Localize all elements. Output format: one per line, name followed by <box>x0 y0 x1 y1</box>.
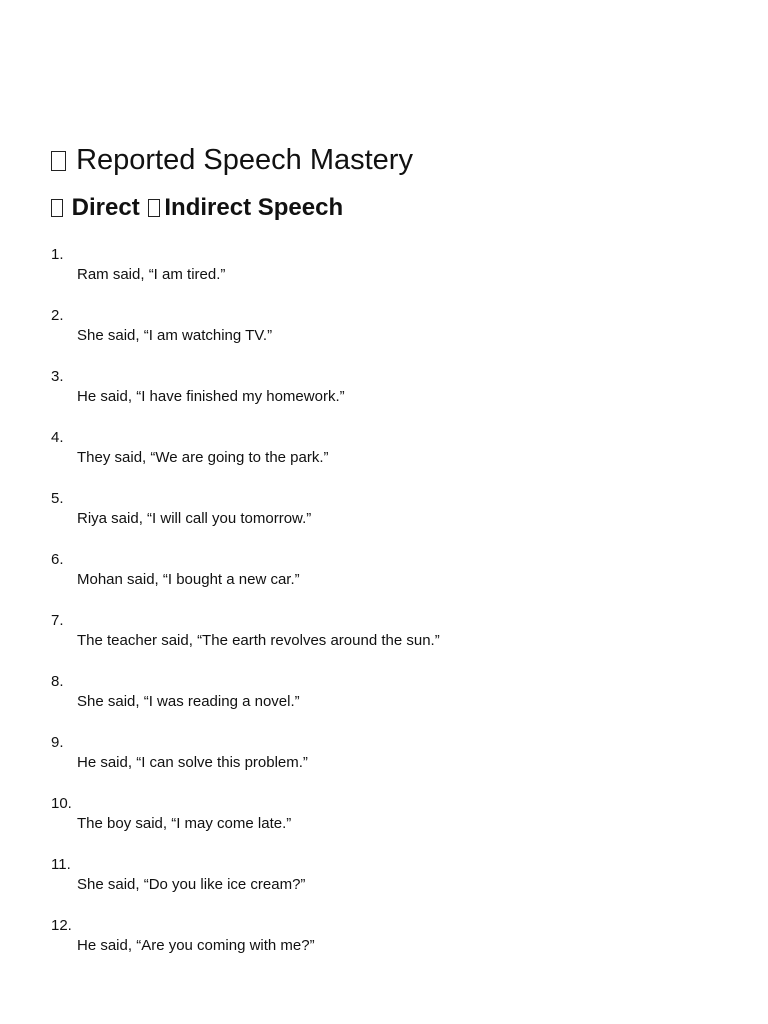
list-item-number: 10. <box>51 795 72 812</box>
list-item-text: She said, “Do you like ice cream?” <box>77 876 306 893</box>
list-item-number: 7. <box>51 612 64 629</box>
list-item-number: 4. <box>51 429 64 446</box>
list-item-number: 6. <box>51 551 64 568</box>
list-item-number: 11. <box>51 856 71 873</box>
list-item-number: 3. <box>51 368 64 385</box>
list-item-text: He said, “I have finished my homework.” <box>77 388 345 405</box>
page-title <box>51 140 731 180</box>
list-item <box>51 854 731 915</box>
list-item <box>51 549 731 610</box>
missing-glyph-icon <box>51 199 63 217</box>
list-item-text: The teacher said, “The earth revolves around the sun.” <box>77 632 440 649</box>
missing-glyph-icon <box>148 199 160 217</box>
list-item-text: He said, “I can solve this problem.” <box>77 754 308 771</box>
list-item-text: The boy said, “I may come late.” <box>77 815 292 832</box>
section-heading <box>51 190 731 226</box>
list-item-number: 5. <box>51 490 64 507</box>
list-item <box>51 244 731 305</box>
sentence-list <box>51 244 731 976</box>
direct-label: Direct <box>71 194 140 221</box>
list-item-number: 12. <box>51 917 72 934</box>
list-item-text: They said, “We are going to the park.” <box>77 449 329 466</box>
list-item <box>51 671 731 732</box>
list-item-number: 8. <box>51 673 64 690</box>
list-item-text: Ram said, “I am tired.” <box>77 266 226 283</box>
list-item <box>51 793 731 854</box>
list-item <box>51 366 731 427</box>
list-item-number: 1. <box>51 246 64 263</box>
list-item <box>51 610 731 671</box>
indirect-label: Indirect Speech <box>164 194 344 221</box>
list-item <box>51 915 731 976</box>
list-item <box>51 427 731 488</box>
list-item-text: She said, “I am watching TV.” <box>77 327 273 344</box>
list-item-text: He said, “Are you coming with me?” <box>77 937 315 954</box>
list-item <box>51 488 731 549</box>
list-item-text: Mohan said, “I bought a new car.” <box>77 571 300 588</box>
list-item <box>51 732 731 793</box>
list-item-text: Riya said, “I will call you tomorrow.” <box>77 510 312 527</box>
list-item <box>51 305 731 366</box>
list-item-text: She said, “I was reading a novel.” <box>77 693 300 710</box>
list-item-number: 2. <box>51 307 64 324</box>
list-item-number: 9. <box>51 734 64 751</box>
missing-glyph-icon <box>51 151 66 171</box>
document-page <box>51 140 731 976</box>
page-title-text: Reported Speech Mastery <box>76 144 413 176</box>
